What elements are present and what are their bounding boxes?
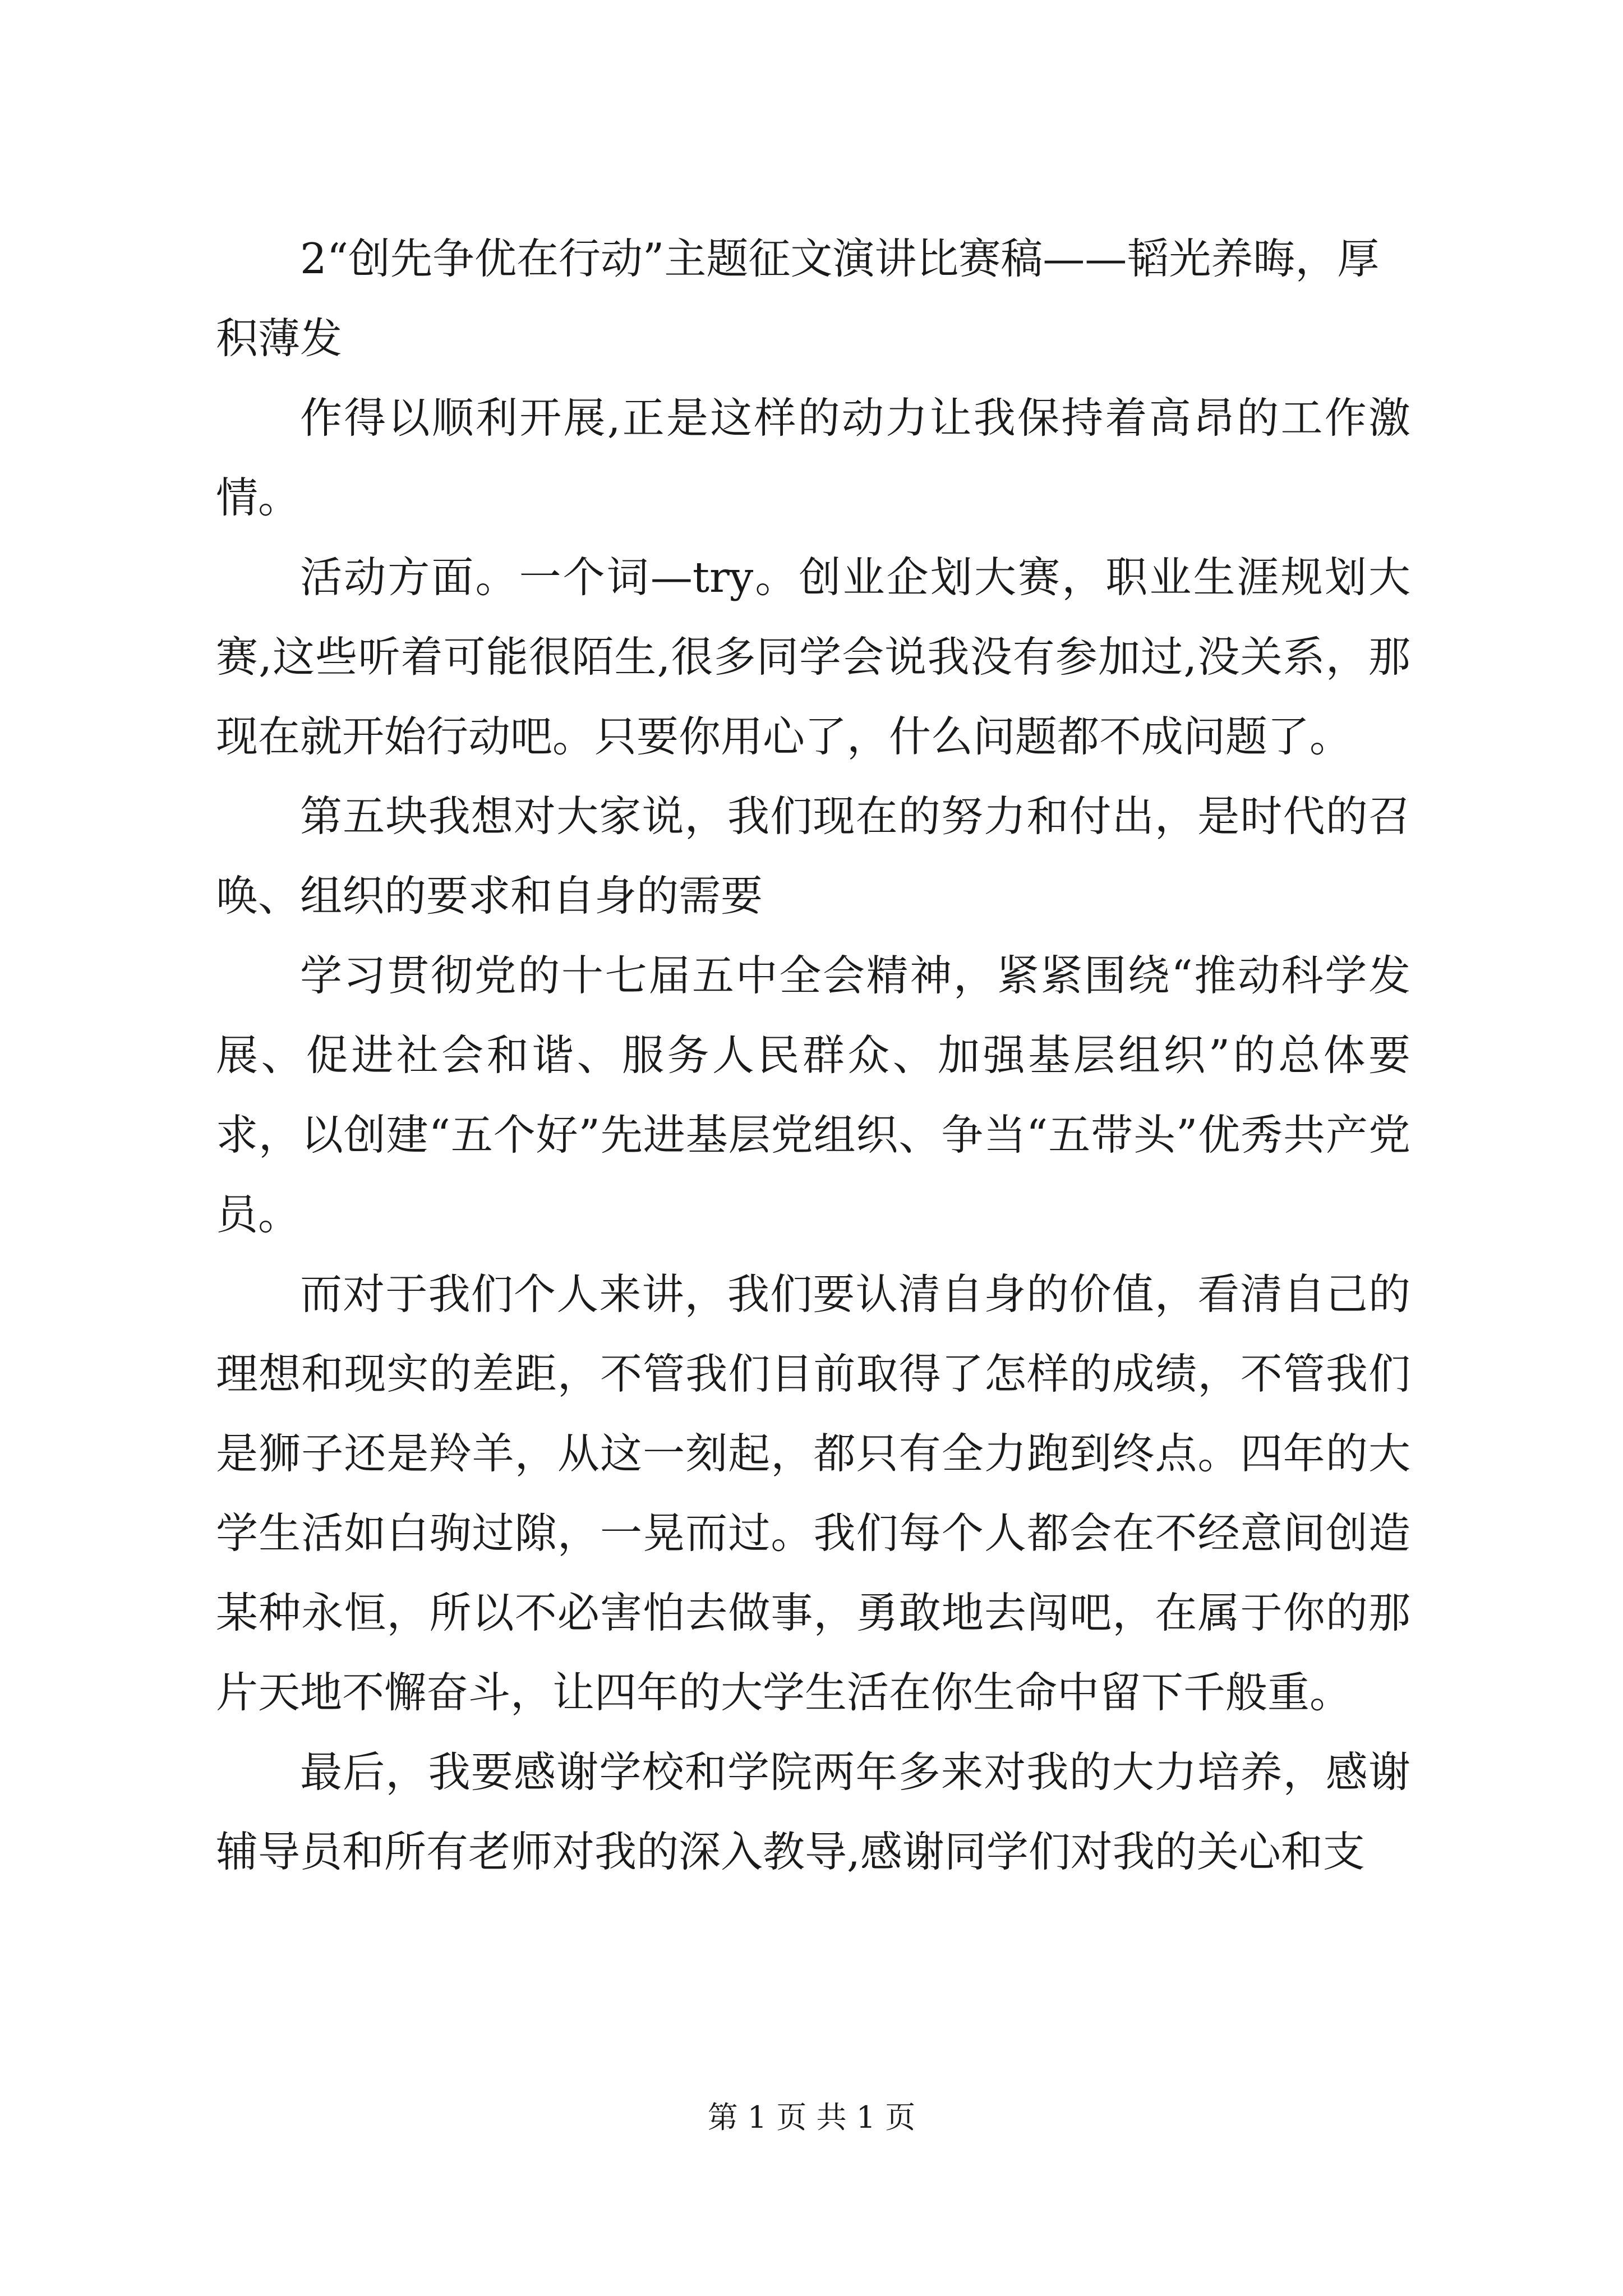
document-body bbox=[216, 219, 1410, 1892]
paragraph-4: 学习贯彻党的十七届五中全会精神，紧紧围绕“推动科学发展、促进社会和谐、服务人民群众、加强基层组织”的总体要求，以创建“五个好”先进基层党组织、争当“五带头”优秀共产党员。 bbox=[216, 951, 1410, 1239]
paragraph-2: 活动方面。一个词—try。创业企划大赛，职业生涯规划大赛,这些听着可能很陌生,很多同学会说我没有参加过,没关系，那现在就开始行动吧。只要你用心了，什么问题都不成问题了。 bbox=[216, 553, 1410, 761]
paragraph-6: 最后，我要感谢学校和学院两年多来对我的大力培养，感谢辅导员和所有老师对我的深入教导,感谢同学们对我的关心和支 bbox=[216, 1747, 1410, 1876]
paragraph-5: 而对于我们个人来讲，我们要认清自身的价值，看清自己的理想和现实的差距，不管我们目前取得了怎样的成绩，不管我们是狮子还是羚羊，从这一刻起，都只有全力跑到终点。四年的大学生活如白驹过隙，一晃而过。我们每个人都会在不经意间创造某种永恒，所以不必害怕去做事，勇敢地去闯吧，在属于你的那片天地不懈奋斗，让四年的大学生活在你生命中留下千般重。 bbox=[216, 1269, 1410, 1717]
page-footer: 第 1 页 共 1 页 bbox=[707, 2100, 916, 2135]
paragraph-3: 第五块我想对大家说，我们现在的努力和付出，是时代的召唤、组织的要求和自身的需要 bbox=[216, 792, 1410, 921]
paragraph-1: 作得以顺利开展,正是这样的动力让我保持着高昂的工作激情。 bbox=[216, 393, 1410, 522]
document-title: 2“创先争优在行动”主题征文演讲比赛稿——韬光养晦，厚积薄发 bbox=[216, 234, 1380, 363]
